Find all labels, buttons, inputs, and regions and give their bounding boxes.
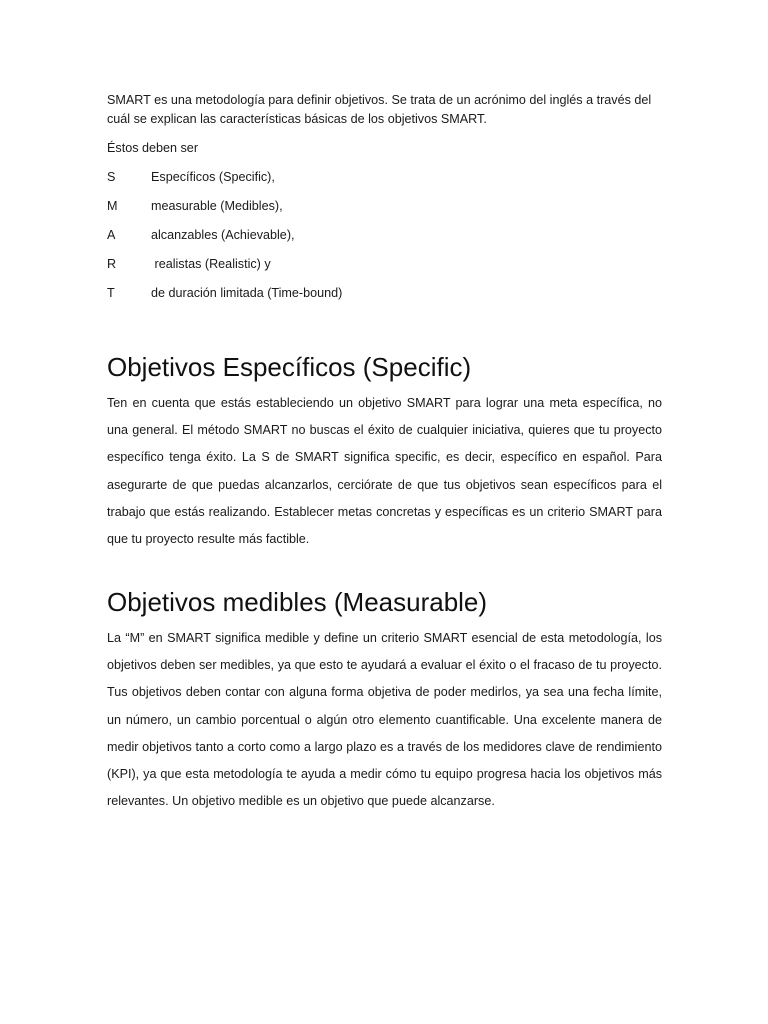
list-item-letter: R bbox=[107, 257, 117, 271]
list-item-letter: M bbox=[107, 199, 118, 213]
list-item-text: de duración limitada (Time-bound) bbox=[151, 286, 343, 300]
intro-paragraph: SMART es una metodología para definir objetivos. Se trata de un acrónimo del inglés a través del cuál se explican las características básicas de los objetivos SMART. bbox=[107, 93, 652, 126]
list-item-text: measurable (Medibles), bbox=[151, 199, 283, 213]
list-item-text: realistas (Realistic) y bbox=[151, 257, 271, 271]
list-item-text: alcanzables (Achievable), bbox=[151, 228, 295, 242]
section-heading-measurable: Objetivos medibles (Measurable) bbox=[107, 587, 488, 617]
list-item bbox=[107, 197, 662, 226]
list-item bbox=[107, 284, 662, 313]
section-body-measurable: La “M” en SMART significa medible y define un criterio SMART esencial de esta metodología, los objetivos deben ser medibles, ya que esto te ayudará a evaluar el éxito o el fracaso de tu proyecto. Tus objetivos deben contar con alguna forma objetiva de poder medirlos, ya sea una fecha límite, un número, un cambio porcentual o algún otro elemento cuantificable. Una excelente manera de medir objetivos tanto a corto como a largo plazo es a través de los medidores clave de rendimiento (KPI), ya que esta metodología te ayuda a medir cómo tu equipo progresa hacia los objetivos más relevantes. Un objetivo medible es un objetivo que puede alcanzarse. bbox=[107, 631, 662, 809]
list-item-text: Específicos (Specific), bbox=[151, 170, 275, 184]
list-item-letter: A bbox=[107, 228, 116, 242]
list-item bbox=[107, 168, 662, 197]
list-item-letter: T bbox=[107, 286, 115, 300]
list-item-letter: S bbox=[107, 170, 116, 184]
list-item bbox=[107, 226, 662, 255]
list-lead: Éstos deben ser bbox=[107, 141, 199, 155]
section-body-specific: Ten en cuenta que estás estableciendo un objetivo SMART para lograr una meta específica, no una general. El método SMART no buscas el éxito de cualquier iniciativa, quieres que tu proyecto específico tenga éxito. La S de SMART significa specific, es decir, específico en español. Para asegurarte de que puedas alcanzarlos, cerciórate de que tus objetivos sean específicos para el trabajo que estás realizando. Establecer metas concretas y específicas es un criterio SMART para que tu proyecto resulte más factible. bbox=[107, 396, 662, 547]
section-heading-specific: Objetivos Específicos (Specific) bbox=[107, 352, 472, 382]
smart-list bbox=[107, 168, 662, 313]
list-item bbox=[107, 255, 662, 284]
